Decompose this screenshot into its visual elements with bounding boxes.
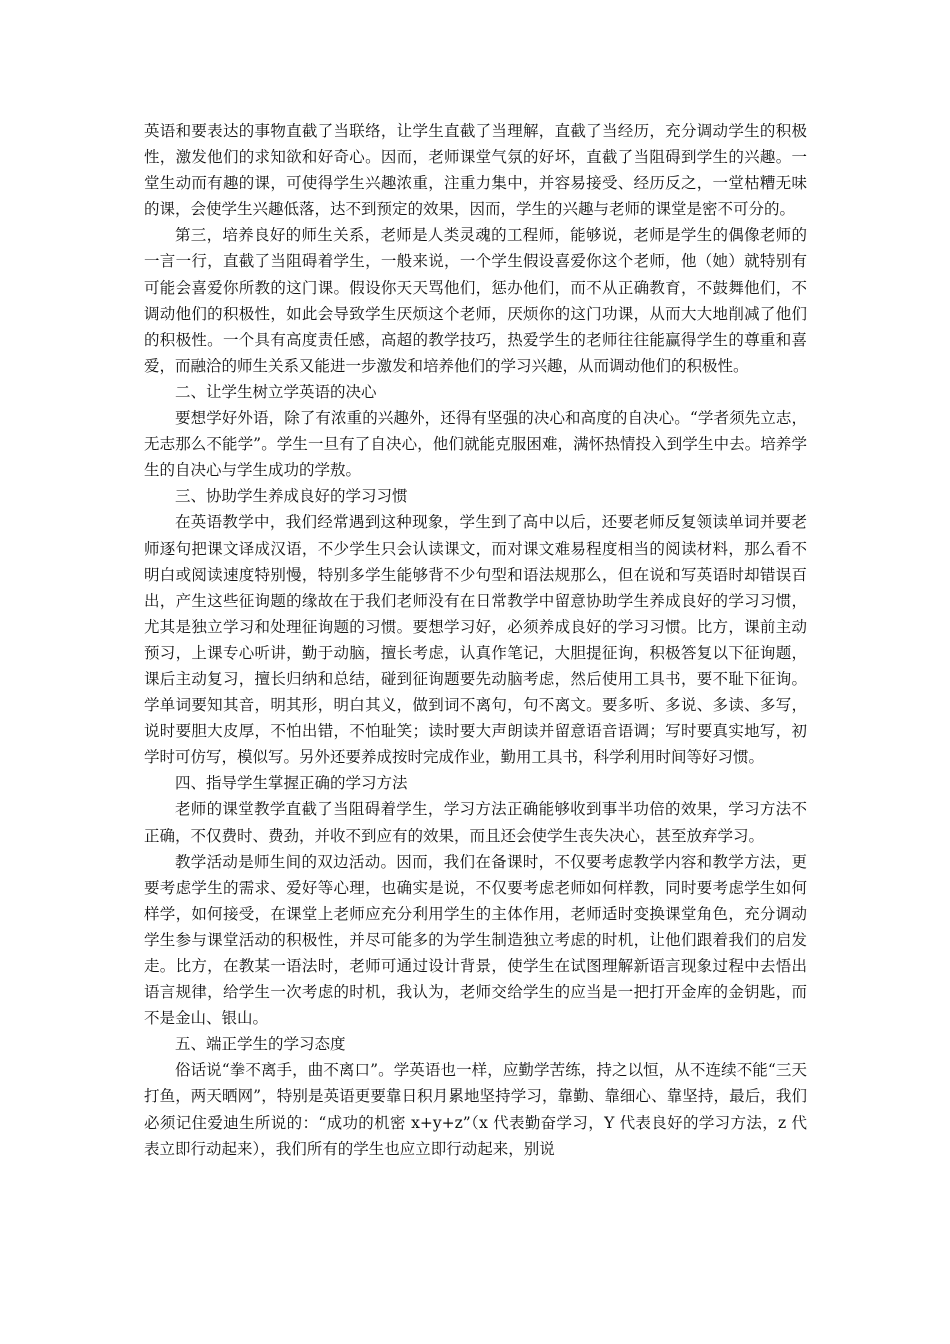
paragraph-teaching-activity: 教学活动是师生间的双边活动。因而，我们在备课时，不仅要考虑教学内容和教学方法，更要考虑学生的需求、爱好等心理，也确实是说，不仅要考虑老师如何样教，同时要考虑学生如何样学，如何接受，在课堂上老师应充分利用学生的主体作用，老师适时变换课堂角色，充分调动学生参与课堂活动的积极性，并尽可能多的为学生制造独立考虑的时机，让他们跟着我们的启发走。比方，在教某一语法时，老师可通过设计背景，使学生在试图理解新语言现象过程中去悟出语言规律，给学生一次考虑的时机，我认为，老师交给学生的应当是一把打开金库的金钥匙，而不是金山、银山。 <box>144 852 807 1028</box>
section-heading-study-attitude: 五、端正学生的学习态度 <box>175 1035 346 1054</box>
paragraph-study-attitude: 俗话说“拳不离手，曲不离口”。学英语也一样，应勤学苦练，持之以恒，从不连续不能“三天打鱼，两天晒网”，特别是英语更要靠日积月累地坚持学习，靠勤、靠细心、靠坚持，最后，我们必须记住爱迪生所说的：“成功的机密 x+y+z”（x 代表勤奋学习，Y 代表良好的学习方法，z 代表立即行动起来），我们所有的学生也应立即行动起来，别说 <box>144 1061 807 1158</box>
paragraph-teacher-student-relation: 第三，培养良好的师生关系，老师是人类灵魂的工程师，能够说，老师是学生的偶像老师的一言一行，直截了当阻碍着学生，一般来说，一个学生假设喜爱你这个老师，他（她）就特别有可能会喜爱你所教的这门课。假设你天天骂他们，惩办他们，而不从正确教育，不鼓舞他们，不调动他们的积极性，如此会导致学生厌烦这个老师，厌烦你的这门功课，从而大大地削减了他们的积极性。一个具有高度责任感，高超的教学技巧，热爱学生的老师往往能赢得学生的尊重和喜爱，而融洽的师生关系又能进一步激发和培养他们的学习兴趣，从而调动他们的积极性。 <box>144 226 807 375</box>
section-heading-study-methods: 四、指导学生掌握正确的学习方法 <box>175 774 408 793</box>
paragraph-study-habits: 在英语教学中，我们经常遇到这种现象，学生到了高中以后，还要老师反复领读单词并要老师逐句把课文译成汉语，不少学生只会认读课文，而对课文难易程度相当的阅读材料，那么看不明白或阅读速度特别慢，特别多学生能够背不少句型和语法规那么，但在说和写英语时却错误百出，产生这些征询题的缘故在于我们老师没有在日常教学中留意协助学生养成良好的学习习惯，尤其是独立学习和处理征询题的习惯。要想学习好，必须养成良好的学习习惯。比方，课前主动预习，上课专心听讲，勤于动脑，擅长考虑，认真作笔记，大胆提征询，积极答复以下征询题，课后主动复习，擅长归纳和总结，碰到征询题要先动脑考虑，然后使用工具书，要不耻下征询。学单词要知其音，明其形，明白其义，做到词不离句，句不离文。要多听、多说、多读、多写，说时要胆大皮厚，不怕出错，不怕耻笑；读时要大声朗读并留意语音语调；写时要真实地写，初学时可仿写，模似写。另外还要养成按时完成作业，勤用工具书，科学利用时间等好习惯。 <box>144 513 807 767</box>
section-heading-determination: 二、让学生树立学英语的决心 <box>175 382 377 401</box>
document-body <box>144 118 807 1162</box>
paragraph-continuation: 英语和要表达的事物直截了当联络，让学生直截了当理解，直截了当经历，充分调动学生的积极性，激发他们的求知欲和好奇心。因而，老师课堂气氛的好坏，直截了当阻碍到学生的兴趣。一堂生动而有趣的课，可使得学生兴趣浓重，注重力集中，并容易接受、经历反之，一堂枯糟无味的课，会使学生兴趣低落，达不到预定的效果，因而，学生的兴趣与老师的课堂是密不可分的。 <box>144 122 807 219</box>
paragraph-study-methods: 老师的课堂教学直截了当阻碍着学生，学习方法正确能够收到事半功倍的效果，学习方法不正确，不仅费时、费劲，并收不到应有的效果，而且还会使学生丧失决心，甚至放弃学习。 <box>144 800 807 845</box>
section-heading-study-habits: 三、协助学生养成良好的学习习惯 <box>175 487 408 506</box>
paragraph-determination: 要想学好外语，除了有浓重的兴趣外，还得有坚强的决心和高度的自决心。“学者须先立志，无志那么不能学”。学生一旦有了自决心，他们就能克服困难，满怀热情投入到学生中去。培养学生的自决心与学生成功的学敖。 <box>144 409 807 480</box>
